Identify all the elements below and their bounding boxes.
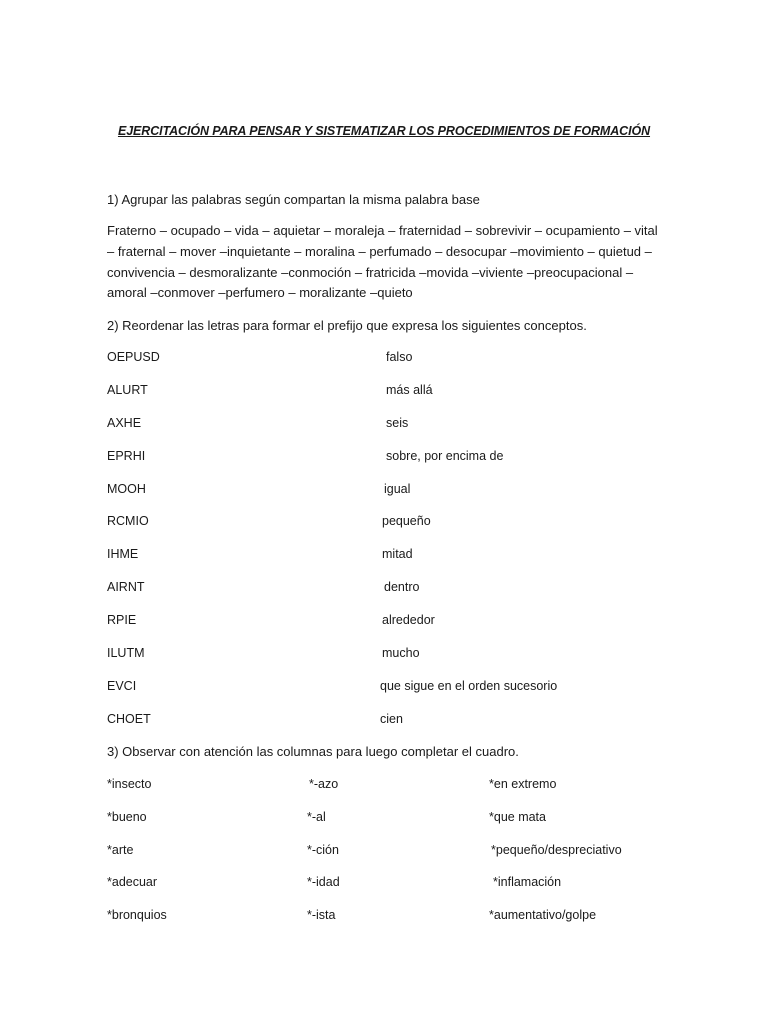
prefix-row [0,547,768,567]
prefix-row [0,350,768,370]
base-word: *bronquios [107,908,167,922]
section-1-word-list: Fraterno – ocupado – vida – aquietar – moraleja – fraternidad – sobrevivir – ocupamiento – vital – fraternal – mover –inquietante – moralina – perfumado – desocupar –movimiento – quietud – convivencia – desmoralizante –conmoción – fratricida –movida –viviente –preocupacional – amoral –conmover –perfumero – moralizante –quieto [107,223,658,301]
suffix: *-idad [307,875,340,889]
table-row [0,875,768,895]
prefix-meaning: pequeño [382,514,431,528]
suffix-meaning: *en extremo [489,777,557,791]
prefix-meaning: dentro [384,580,420,594]
prefix-meaning: alrededor [382,613,435,627]
table-row [0,777,768,797]
prefix-row [0,383,768,403]
suffix: *-azo [309,777,339,791]
suffix-meaning: *pequeño/despreciativo [491,843,622,857]
suffix-meaning: *inflamación [493,875,562,889]
prefix-meaning: seis [386,416,409,430]
base-word: *adecuar [107,875,158,889]
scrambled-letters: AIRNT [107,580,145,594]
scrambled-letters: ILUTM [107,646,145,660]
section-1-heading: 1) Agrupar las palabras según compartan la misma palabra base [107,192,480,207]
suffix: *-ción [307,843,339,857]
table-row [0,843,768,863]
prefix-row [0,613,768,633]
table-row [0,810,768,830]
scrambled-letters: ALURT [107,383,148,397]
scrambled-letters: RCMIO [107,514,149,528]
prefix-meaning: sobre, por encima de [386,449,504,463]
prefix-meaning: mucho [382,646,420,660]
prefix-row [0,712,768,732]
prefix-meaning: más allá [386,383,433,397]
base-word: *insecto [107,777,152,791]
prefix-row [0,646,768,666]
base-word: *arte [107,843,134,857]
table-row [0,908,768,928]
section-2-heading: 2) Reordenar las letras para formar el prefijo que expresa los siguientes conceptos. [107,318,587,333]
suffix-meaning: *que mata [489,810,546,824]
suffix: *-al [307,810,326,824]
prefix-meaning: mitad [382,547,413,561]
prefix-meaning: falso [386,350,413,364]
prefix-row [0,580,768,600]
scrambled-letters: OEPUSD [107,350,160,364]
scrambled-letters: EPRHI [107,449,146,463]
prefix-meaning: que sigue en el orden sucesorio [380,679,558,693]
scrambled-letters: AXHE [107,416,142,430]
prefix-row [0,679,768,699]
scrambled-letters: MOOH [107,482,146,496]
prefix-meaning: cien [380,712,403,726]
prefix-row [0,449,768,469]
scrambled-letters: IHME [107,547,139,561]
prefix-meaning: igual [384,482,411,496]
scrambled-letters: RPIE [107,613,137,627]
base-word: *bueno [107,810,147,824]
prefix-row [0,482,768,502]
scrambled-letters: EVCI [107,679,137,693]
scrambled-letters: CHOET [107,712,151,726]
document-title: EJERCITACIÓN PARA PENSAR Y SISTEMATIZAR LOS PROCEDIMIENTOS DE FORMACIÓN [117,124,651,138]
section-3-heading: 3) Observar con atención las columnas para luego completar el cuadro. [107,744,519,759]
suffix-meaning: *aumentativo/golpe [489,908,597,922]
suffix: *-ista [307,908,336,922]
prefix-row [0,416,768,436]
prefix-row [0,514,768,534]
